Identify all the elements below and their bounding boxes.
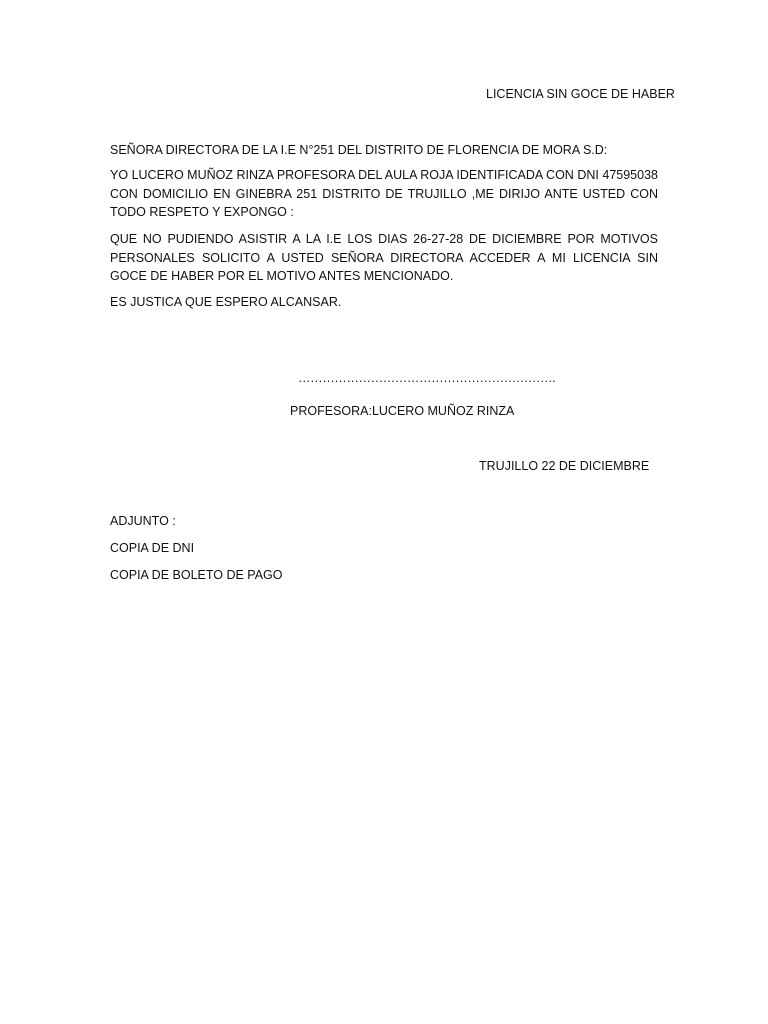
body-paragraph-1: YO LUCERO MUÑOZ RINZA PROFESORA DEL AULA ROJA IDENTIFICADA CON DNI 47595038 CON DOMICILIO EN GINEBRA 251 DISTRITO DE TRUJILLO ,ME DIRIJO ANTE USTED CON TODO RESPETO Y EXPONGO : xyxy=(110,168,658,219)
attachment-item: COPIA DE DNI xyxy=(110,541,195,555)
signer-name: PROFESORA:LUCERO MUÑOZ RINZA xyxy=(290,404,515,418)
closing-line: ES JUSTICA QUE ESPERO ALCANSAR. xyxy=(110,295,342,309)
attachment-item: COPIA DE BOLETO DE PAGO xyxy=(110,568,283,582)
signature-line: ………………………………………………………. xyxy=(298,371,556,385)
attachments-heading: ADJUNTO : xyxy=(110,514,176,528)
body-paragraph-2: QUE NO PUDIENDO ASISTIR A LA I.E LOS DIAS 26-27-28 DE DICIEMBRE POR MOTIVOS PERSONALES SOLICITO A USTED SEÑORA DIRECTORA ACCEDER A MI LICENCIA SIN GOCE DE HABER POR EL MOTIVO ANTES MENCIONADO. xyxy=(110,232,658,283)
place-and-date: TRUJILLO 22 DE DICIEMBRE xyxy=(479,459,650,473)
salutation: SEÑORA DIRECTORA DE LA I.E N°251 DEL DISTRITO DE FLORENCIA DE MORA S.D: xyxy=(110,143,608,157)
document-title: LICENCIA SIN GOCE DE HABER xyxy=(486,87,675,101)
